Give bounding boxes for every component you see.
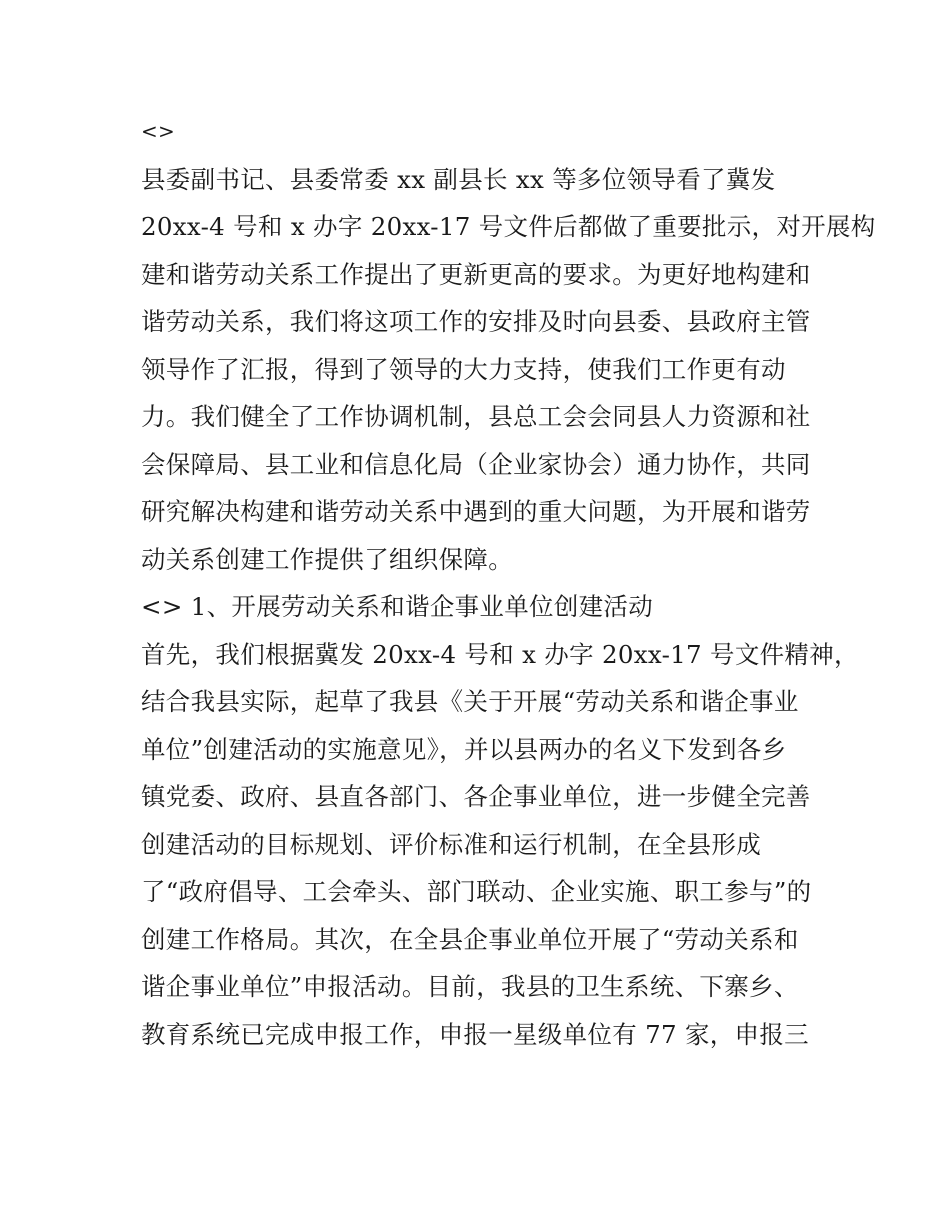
section-heading: <> 1、开展劳动关系和谐企事业单位创建活动 — [141, 592, 654, 621]
paragraph-line: 结合我县实际，起草了我县《关于开展“劳动关系和谐企事业 — [141, 687, 799, 716]
paragraph-line: 20xx-4 号和 x 办字 20xx-17 号文件后都做了重要批示，对开展构 — [141, 212, 876, 241]
paragraph-line: 研究解决构建和谐劳动关系中遇到的重大问题，为开展和谐劳 — [141, 497, 811, 526]
paragraph-line: 会保障局、县工业和信息化局（企业家协会）通力协作，共同 — [141, 449, 811, 479]
paragraph-line: 建和谐劳动关系工作提出了更新更高的要求。为更好地构建和 — [141, 259, 811, 289]
document-body — [141, 108, 876, 1058]
paragraph-line: 谐企事业单位”申报活动。目前，我县的卫生系统、下寨乡、 — [141, 972, 799, 1001]
paragraph-line: 镇党委、政府、县直各部门、各企事业单位，进一步健全完善 — [141, 782, 811, 811]
paragraph-line: 动关系创建工作提供了组织保障。 — [141, 544, 513, 574]
section-marker: <> — [141, 119, 176, 143]
paragraph-line: 县委副书记、县委常委 xx 副县长 xx 等多位领导看了冀发 — [141, 164, 776, 194]
paragraph-line: 单位”创建活动的实施意见》，并以县两办的名义下发到各乡 — [141, 734, 787, 764]
paragraph-line: 首先，我们根据冀发 20xx-4 号和 x 办字 20xx-17 号文件精神， — [141, 639, 859, 669]
paragraph-line: 创建活动的目标规划、评价标准和运行机制，在全县形成 — [141, 829, 761, 859]
paragraph-line: 了“政府倡导、工会牵头、部门联动、企业实施、职工参与”的 — [141, 877, 812, 906]
paragraph-line: 领导作了汇报，得到了领导的大力支持，使我们工作更有动 — [141, 354, 786, 384]
paragraph-line: 创建工作格局。其次，在全县企事业单位开展了“劳动关系和 — [141, 924, 799, 954]
paragraph-line: 教育系统已完成申报工作，申报一星级单位有 77 家，申报三 — [141, 1019, 809, 1049]
paragraph-line: 谐劳动关系，我们将这项工作的安排及时向县委、县政府主管 — [141, 307, 811, 336]
paragraph-line: 力。我们健全了工作协调机制，县总工会会同县人力资源和社 — [141, 402, 811, 431]
